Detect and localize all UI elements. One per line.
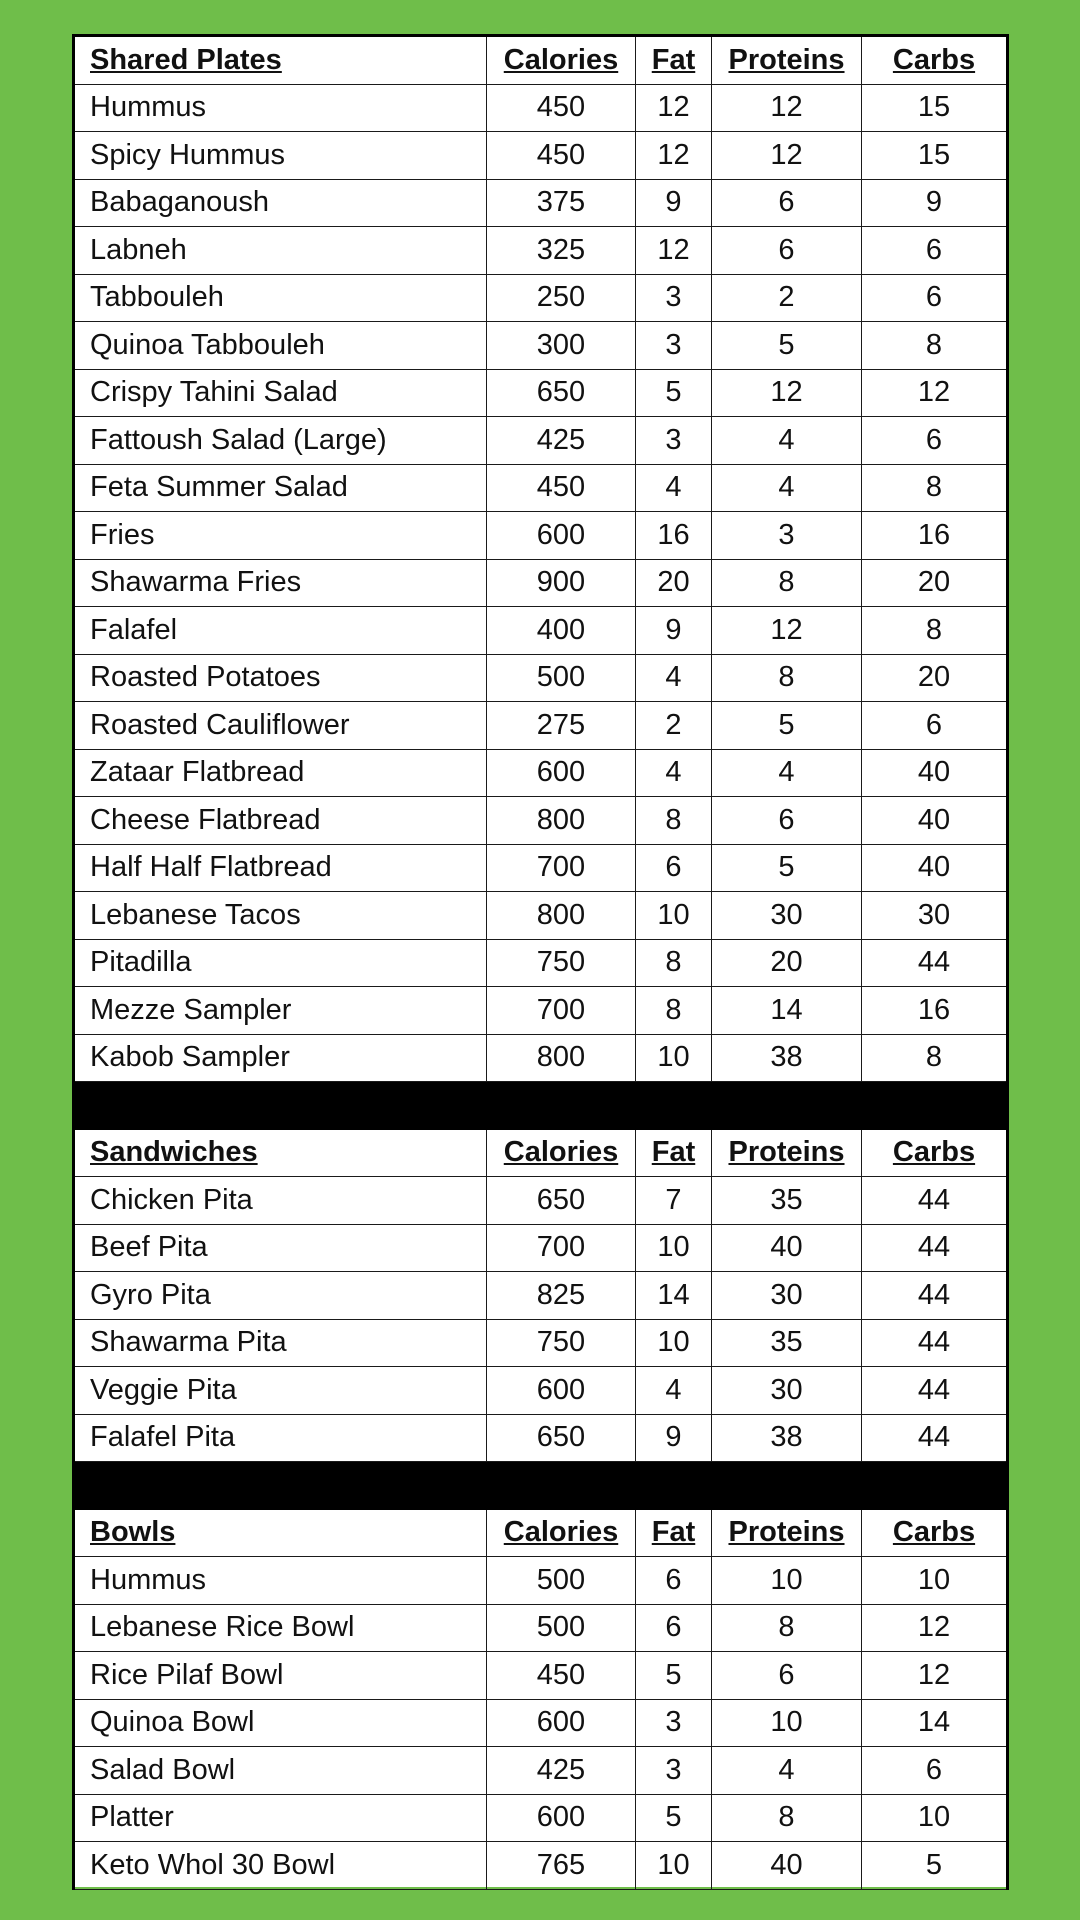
calories-value: 765 <box>487 1842 636 1890</box>
carbs-value: 12 <box>862 1652 1008 1700</box>
fat-value: 3 <box>636 417 712 465</box>
column-header-carbs: Carbs <box>862 1509 1008 1557</box>
column-header-calories: Calories <box>487 36 636 85</box>
proteins-value: 40 <box>712 1224 862 1272</box>
item-name: Platter <box>74 1794 487 1842</box>
table-row <box>74 844 1008 892</box>
carbs-value: 44 <box>862 1367 1008 1415</box>
section-title: Sandwiches <box>74 1129 487 1177</box>
calories-value: 425 <box>487 1747 636 1795</box>
table-row <box>74 1842 1008 1890</box>
column-header-proteins: Proteins <box>712 1509 862 1557</box>
carbs-value: 9 <box>862 179 1008 227</box>
calories-value: 275 <box>487 702 636 750</box>
table-row <box>74 1747 1008 1795</box>
item-name: Shawarma Pita <box>74 1319 487 1367</box>
table-row <box>74 322 1008 370</box>
carbs-value: 6 <box>862 274 1008 322</box>
calories-value: 650 <box>487 1414 636 1462</box>
item-name: Kabob Sampler <box>74 1034 487 1082</box>
calories-value: 250 <box>487 274 636 322</box>
fat-value: 9 <box>636 607 712 655</box>
section-title: Shared Plates <box>74 36 487 85</box>
item-name: Crispy Tahini Salad <box>74 369 487 417</box>
carbs-value: 40 <box>862 749 1008 797</box>
table-row <box>74 797 1008 845</box>
calories-value: 750 <box>487 1319 636 1367</box>
proteins-value: 5 <box>712 322 862 370</box>
table-row <box>74 1414 1008 1462</box>
item-name: Zataar Flatbread <box>74 749 487 797</box>
column-header-calories: Calories <box>487 1509 636 1557</box>
carbs-value: 10 <box>862 1794 1008 1842</box>
column-header-proteins: Proteins <box>712 1129 862 1177</box>
table-row <box>74 654 1008 702</box>
column-header-fat: Fat <box>636 1129 712 1177</box>
table-row <box>74 1794 1008 1842</box>
proteins-value: 10 <box>712 1557 862 1605</box>
calories-value: 450 <box>487 1652 636 1700</box>
fat-value: 4 <box>636 1367 712 1415</box>
proteins-value: 6 <box>712 227 862 275</box>
calories-value: 425 <box>487 417 636 465</box>
table-row <box>74 1177 1008 1225</box>
fat-value: 3 <box>636 274 712 322</box>
calories-value: 325 <box>487 227 636 275</box>
calories-value: 750 <box>487 939 636 987</box>
carbs-value: 30 <box>862 892 1008 940</box>
proteins-value: 8 <box>712 1604 862 1652</box>
table-row <box>74 1034 1008 1082</box>
item-name: Falafel Pita <box>74 1414 487 1462</box>
carbs-value: 40 <box>862 797 1008 845</box>
fat-value: 9 <box>636 1414 712 1462</box>
nutrition-table <box>72 34 1009 1890</box>
proteins-value: 10 <box>712 1699 862 1747</box>
fat-value: 6 <box>636 1557 712 1605</box>
fat-value: 12 <box>636 132 712 180</box>
column-header-fat: Fat <box>636 36 712 85</box>
calories-value: 600 <box>487 749 636 797</box>
fat-value: 4 <box>636 654 712 702</box>
fat-value: 16 <box>636 512 712 560</box>
carbs-value: 44 <box>862 1224 1008 1272</box>
item-name: Beef Pita <box>74 1224 487 1272</box>
carbs-value: 20 <box>862 559 1008 607</box>
column-header-proteins: Proteins <box>712 36 862 85</box>
proteins-value: 30 <box>712 892 862 940</box>
section-header-row <box>74 1129 1008 1177</box>
section-divider <box>74 1082 1008 1130</box>
fat-value: 12 <box>636 84 712 132</box>
proteins-value: 38 <box>712 1414 862 1462</box>
fat-value: 6 <box>636 1604 712 1652</box>
divider-cell <box>712 1082 862 1130</box>
fat-value: 5 <box>636 1794 712 1842</box>
divider-cell <box>74 1082 487 1130</box>
item-name: Tabbouleh <box>74 274 487 322</box>
item-name: Babaganoush <box>74 179 487 227</box>
table-row <box>74 1604 1008 1652</box>
table-row <box>74 417 1008 465</box>
carbs-value: 20 <box>862 654 1008 702</box>
section-title: Bowls <box>74 1509 487 1557</box>
table-row <box>74 179 1008 227</box>
carbs-value: 8 <box>862 607 1008 655</box>
table-row <box>74 987 1008 1035</box>
fat-value: 10 <box>636 1319 712 1367</box>
calories-value: 800 <box>487 892 636 940</box>
item-name: Roasted Potatoes <box>74 654 487 702</box>
divider-cell <box>487 1462 636 1510</box>
carbs-value: 12 <box>862 369 1008 417</box>
proteins-value: 30 <box>712 1367 862 1415</box>
item-name: Mezze Sampler <box>74 987 487 1035</box>
carbs-value: 44 <box>862 939 1008 987</box>
calories-value: 600 <box>487 512 636 560</box>
fat-value: 4 <box>636 749 712 797</box>
fat-value: 10 <box>636 892 712 940</box>
item-name: Gyro Pita <box>74 1272 487 1320</box>
divider-cell <box>712 1462 862 1510</box>
item-name: Half Half Flatbread <box>74 844 487 892</box>
nutrition-sheet <box>72 34 1006 1887</box>
item-name: Keto Whol 30 Bowl <box>74 1842 487 1890</box>
fat-value: 3 <box>636 322 712 370</box>
table-row <box>74 559 1008 607</box>
proteins-value: 5 <box>712 702 862 750</box>
proteins-value: 4 <box>712 464 862 512</box>
calories-value: 800 <box>487 1034 636 1082</box>
table-row <box>74 274 1008 322</box>
carbs-value: 14 <box>862 1699 1008 1747</box>
fat-value: 8 <box>636 987 712 1035</box>
item-name: Falafel <box>74 607 487 655</box>
carbs-value: 40 <box>862 844 1008 892</box>
table-row <box>74 227 1008 275</box>
calories-value: 700 <box>487 1224 636 1272</box>
fat-value: 4 <box>636 464 712 512</box>
carbs-value: 10 <box>862 1557 1008 1605</box>
calories-value: 500 <box>487 1604 636 1652</box>
proteins-value: 8 <box>712 559 862 607</box>
table-row <box>74 464 1008 512</box>
proteins-value: 5 <box>712 844 862 892</box>
calories-value: 900 <box>487 559 636 607</box>
calories-value: 500 <box>487 1557 636 1605</box>
calories-value: 700 <box>487 987 636 1035</box>
divider-cell <box>862 1082 1008 1130</box>
fat-value: 9 <box>636 179 712 227</box>
section-header-row <box>74 36 1008 85</box>
table-row <box>74 512 1008 560</box>
item-name: Quinoa Tabbouleh <box>74 322 487 370</box>
item-name: Quinoa Bowl <box>74 1699 487 1747</box>
proteins-value: 4 <box>712 417 862 465</box>
proteins-value: 12 <box>712 369 862 417</box>
carbs-value: 44 <box>862 1272 1008 1320</box>
table-row <box>74 84 1008 132</box>
calories-value: 450 <box>487 84 636 132</box>
calories-value: 650 <box>487 1177 636 1225</box>
column-header-fat: Fat <box>636 1509 712 1557</box>
proteins-value: 4 <box>712 749 862 797</box>
section-divider <box>74 1462 1008 1510</box>
item-name: Hummus <box>74 84 487 132</box>
table-row <box>74 1699 1008 1747</box>
calories-value: 375 <box>487 179 636 227</box>
carbs-value: 44 <box>862 1414 1008 1462</box>
proteins-value: 2 <box>712 274 862 322</box>
proteins-value: 20 <box>712 939 862 987</box>
item-name: Spicy Hummus <box>74 132 487 180</box>
carbs-value: 6 <box>862 1747 1008 1795</box>
table-row <box>74 1272 1008 1320</box>
proteins-value: 40 <box>712 1842 862 1890</box>
section-header-row <box>74 1509 1008 1557</box>
divider-cell <box>636 1082 712 1130</box>
divider-cell <box>487 1082 636 1130</box>
proteins-value: 6 <box>712 797 862 845</box>
fat-value: 5 <box>636 1652 712 1700</box>
table-row <box>74 369 1008 417</box>
calories-value: 650 <box>487 369 636 417</box>
table-row <box>74 1319 1008 1367</box>
carbs-value: 8 <box>862 464 1008 512</box>
calories-value: 700 <box>487 844 636 892</box>
proteins-value: 8 <box>712 654 862 702</box>
proteins-value: 14 <box>712 987 862 1035</box>
proteins-value: 8 <box>712 1794 862 1842</box>
calories-value: 450 <box>487 132 636 180</box>
fat-value: 7 <box>636 1177 712 1225</box>
table-row <box>74 1367 1008 1415</box>
fat-value: 5 <box>636 369 712 417</box>
item-name: Rice Pilaf Bowl <box>74 1652 487 1700</box>
fat-value: 10 <box>636 1034 712 1082</box>
table-row <box>74 939 1008 987</box>
carbs-value: 16 <box>862 512 1008 560</box>
item-name: Veggie Pita <box>74 1367 487 1415</box>
fat-value: 2 <box>636 702 712 750</box>
table-row <box>74 132 1008 180</box>
item-name: Hummus <box>74 1557 487 1605</box>
proteins-value: 35 <box>712 1177 862 1225</box>
calories-value: 800 <box>487 797 636 845</box>
proteins-value: 6 <box>712 179 862 227</box>
item-name: Pitadilla <box>74 939 487 987</box>
proteins-value: 12 <box>712 132 862 180</box>
divider-cell <box>74 1462 487 1510</box>
divider-cell <box>636 1462 712 1510</box>
proteins-value: 35 <box>712 1319 862 1367</box>
table-row <box>74 749 1008 797</box>
item-name: Fattoush Salad (Large) <box>74 417 487 465</box>
fat-value: 8 <box>636 797 712 845</box>
proteins-value: 12 <box>712 607 862 655</box>
fat-value: 3 <box>636 1747 712 1795</box>
divider-cell <box>862 1462 1008 1510</box>
item-name: Feta Summer Salad <box>74 464 487 512</box>
fat-value: 8 <box>636 939 712 987</box>
proteins-value: 30 <box>712 1272 862 1320</box>
fat-value: 10 <box>636 1842 712 1890</box>
proteins-value: 38 <box>712 1034 862 1082</box>
column-header-carbs: Carbs <box>862 36 1008 85</box>
table-row <box>74 1224 1008 1272</box>
item-name: Shawarma Fries <box>74 559 487 607</box>
carbs-value: 6 <box>862 417 1008 465</box>
fat-value: 3 <box>636 1699 712 1747</box>
fat-value: 12 <box>636 227 712 275</box>
item-name: Cheese Flatbread <box>74 797 487 845</box>
table-row <box>74 702 1008 750</box>
calories-value: 450 <box>487 464 636 512</box>
proteins-value: 3 <box>712 512 862 560</box>
proteins-value: 6 <box>712 1652 862 1700</box>
carbs-value: 6 <box>862 227 1008 275</box>
carbs-value: 16 <box>862 987 1008 1035</box>
table-row <box>74 1557 1008 1605</box>
item-name: Chicken Pita <box>74 1177 487 1225</box>
fat-value: 14 <box>636 1272 712 1320</box>
proteins-value: 12 <box>712 84 862 132</box>
item-name: Fries <box>74 512 487 560</box>
carbs-value: 8 <box>862 322 1008 370</box>
carbs-value: 44 <box>862 1319 1008 1367</box>
table-row <box>74 1652 1008 1700</box>
carbs-value: 8 <box>862 1034 1008 1082</box>
fat-value: 20 <box>636 559 712 607</box>
fat-value: 10 <box>636 1224 712 1272</box>
carbs-value: 5 <box>862 1842 1008 1890</box>
item-name: Lebanese Tacos <box>74 892 487 940</box>
fat-value: 6 <box>636 844 712 892</box>
carbs-value: 15 <box>862 84 1008 132</box>
calories-value: 400 <box>487 607 636 655</box>
proteins-value: 4 <box>712 1747 862 1795</box>
item-name: Labneh <box>74 227 487 275</box>
calories-value: 825 <box>487 1272 636 1320</box>
carbs-value: 12 <box>862 1604 1008 1652</box>
item-name: Roasted Cauliflower <box>74 702 487 750</box>
item-name: Lebanese Rice Bowl <box>74 1604 487 1652</box>
carbs-value: 6 <box>862 702 1008 750</box>
carbs-value: 44 <box>862 1177 1008 1225</box>
carbs-value: 15 <box>862 132 1008 180</box>
table-row <box>74 892 1008 940</box>
calories-value: 300 <box>487 322 636 370</box>
calories-value: 600 <box>487 1367 636 1415</box>
table-row <box>74 607 1008 655</box>
calories-value: 500 <box>487 654 636 702</box>
item-name: Salad Bowl <box>74 1747 487 1795</box>
column-header-carbs: Carbs <box>862 1129 1008 1177</box>
calories-value: 600 <box>487 1699 636 1747</box>
column-header-calories: Calories <box>487 1129 636 1177</box>
calories-value: 600 <box>487 1794 636 1842</box>
